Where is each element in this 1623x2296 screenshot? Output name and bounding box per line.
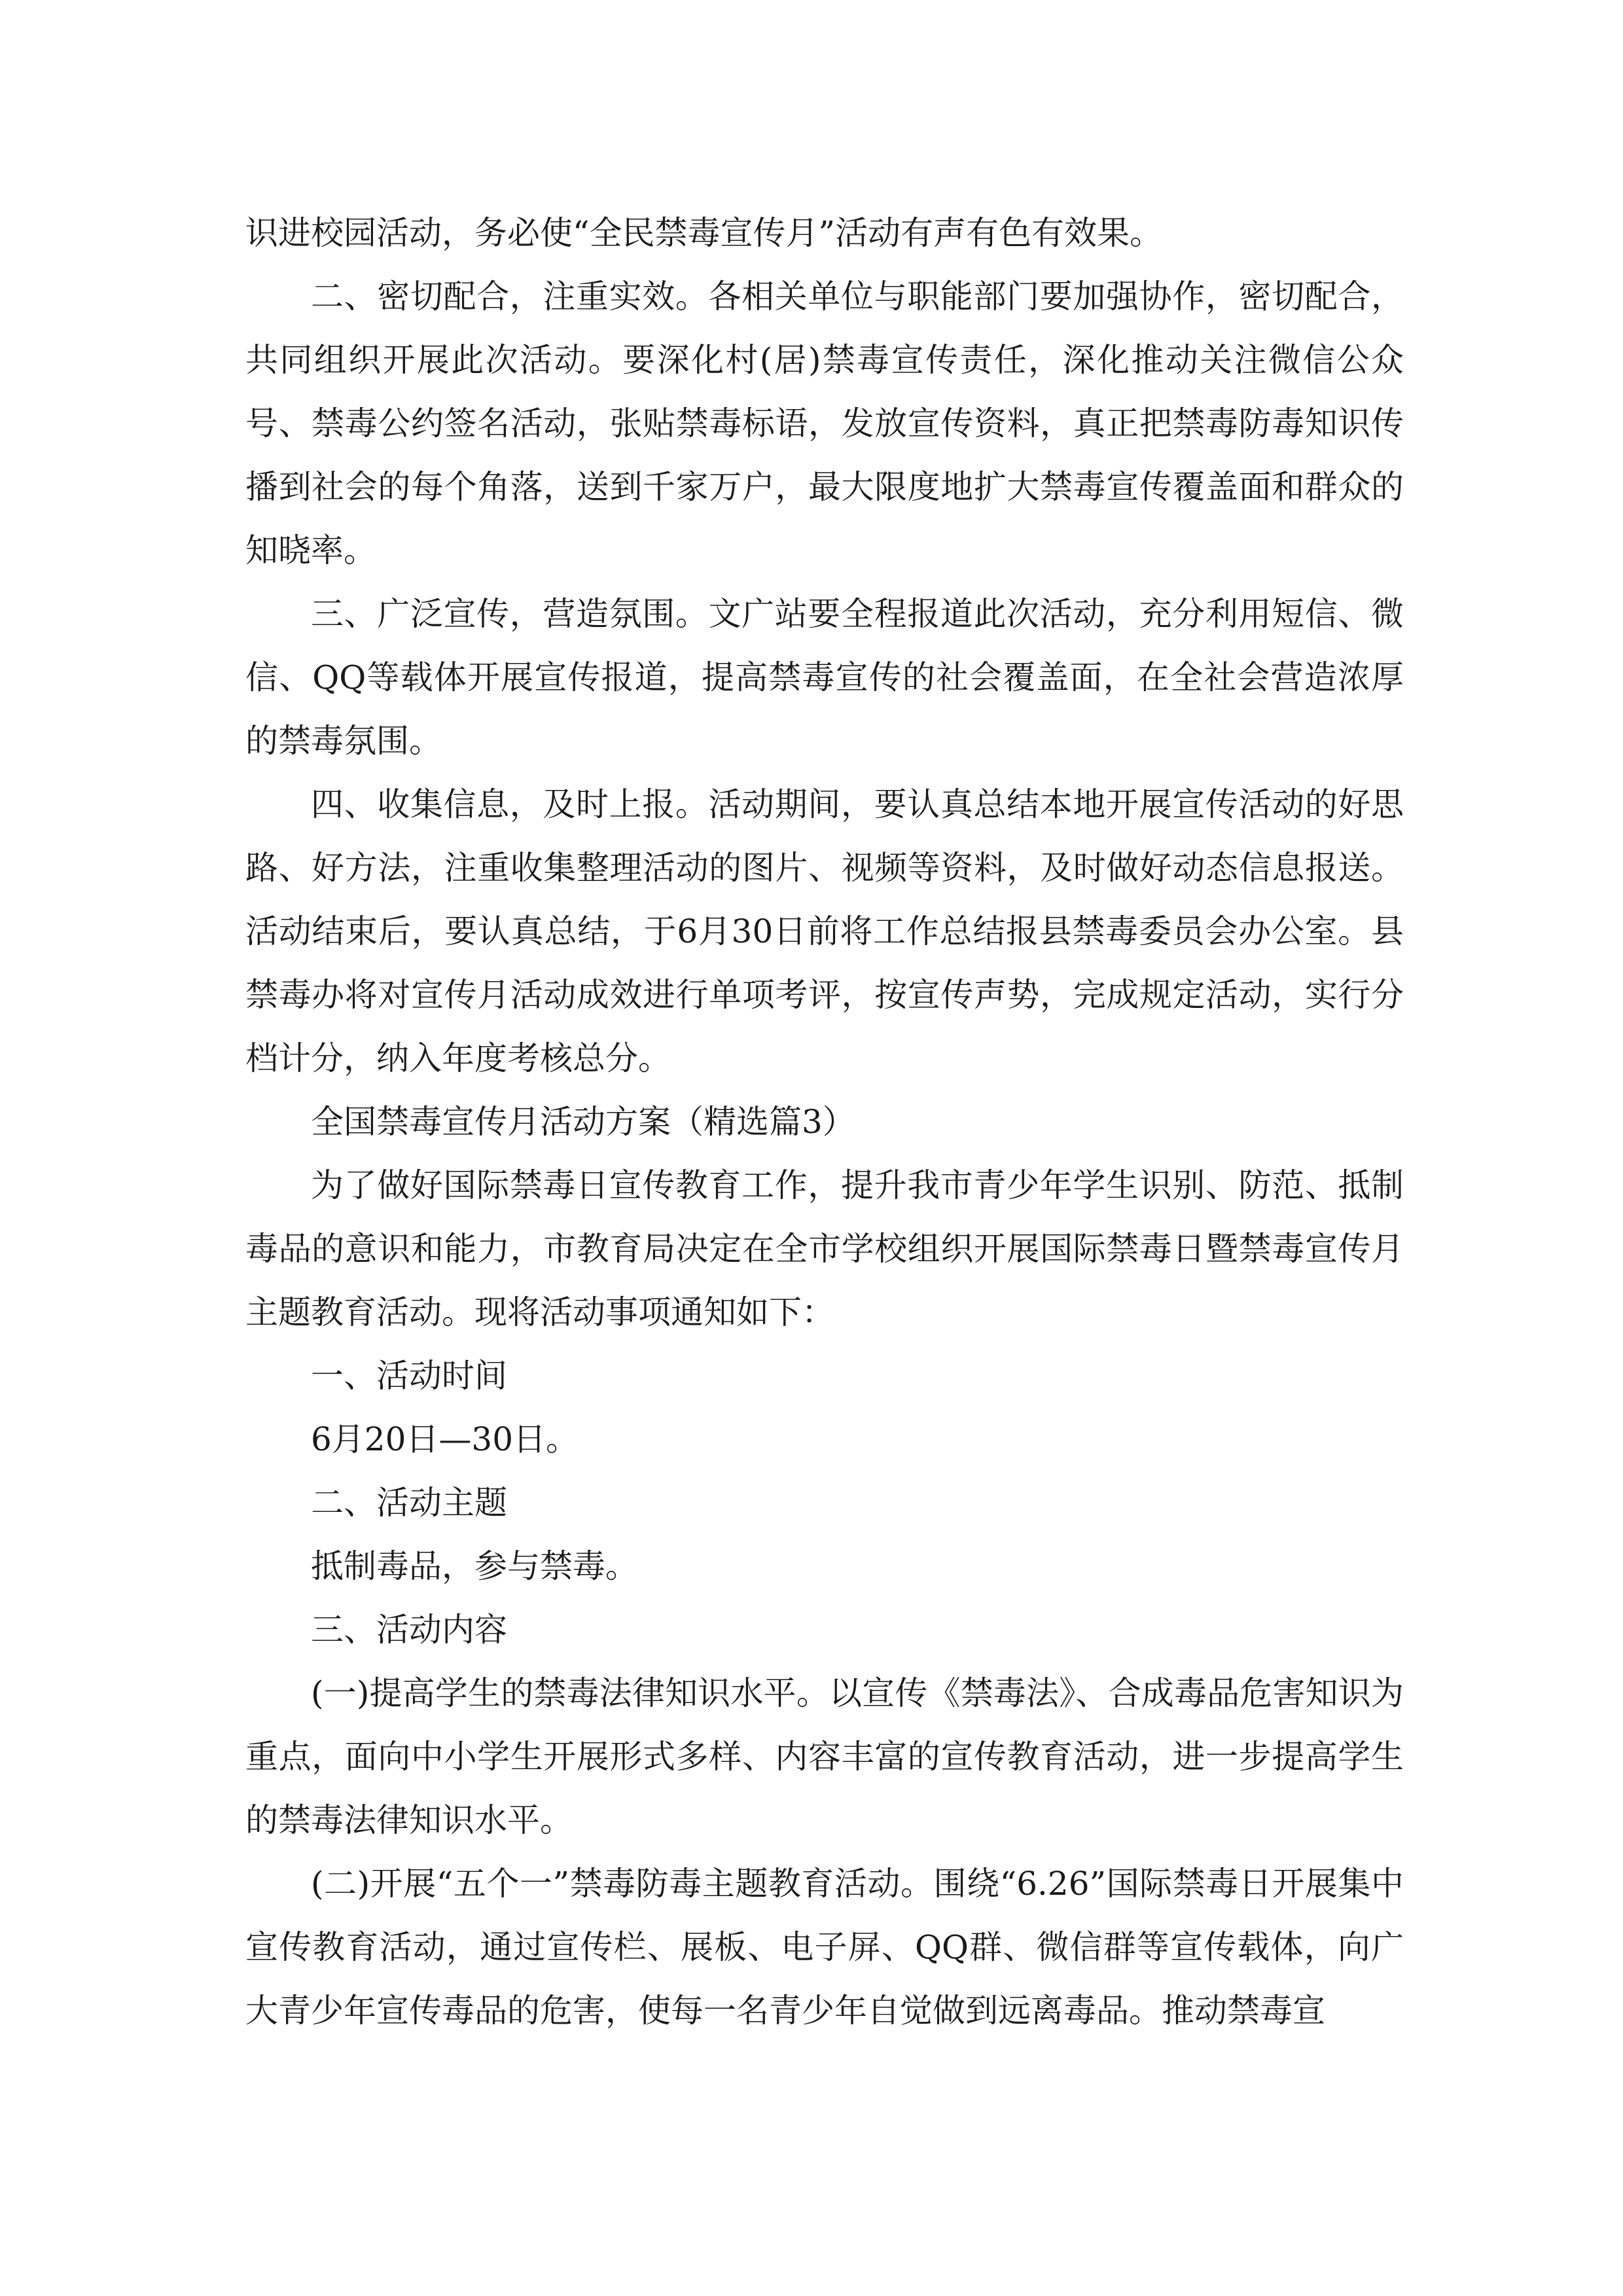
heading-activity-time: 一、活动时间 xyxy=(311,1357,507,1395)
activity-time-value: 6月20日—30日。 xyxy=(311,1420,579,1458)
paragraph-2: 二、密切配合，注重实效。各相关单位与职能部门要加强协作，密切配合，共同组织开展此次活动。要深化村(居)禁毒宣传责任，深化推动关注微信公众号、禁毒公约签名活动，张贴禁毒标语，发放宣传资料，真正把禁毒防毒知识传播到社会的每个角落，送到千家万户，最大限度地扩大禁毒宣传覆盖面和群众的知晓率。 xyxy=(245,278,1404,569)
content-item-2: (二)开展“五个一”禁毒防毒主题教育活动。围绕“6.26”国际禁毒日开展集中宣传教育活动，通过宣传栏、展板、电子屏、QQ群、微信群等宣传载体，向广大青少年宣传毒品的危害，使每一名青少年自觉做到远离毒品。推动禁毒宣 xyxy=(245,1865,1404,2030)
content-item-1: (一)提高学生的禁毒法律知识水平。以宣传《禁毒法》、合成毒品危害知识为重点，面向中小学生开展形式多样、内容丰富的宣传教育活动，进一步提高学生的禁毒法律知识水平。 xyxy=(245,1674,1404,1839)
paragraph-3: 三、广泛宣传，营造氛围。文广站要全程报道此次活动，充分利用短信、微信、QQ等载体开展宣传报道，提高禁毒宣传的社会覆盖面，在全社会营造浓厚的禁毒氛围。 xyxy=(245,595,1404,760)
paragraph-4: 四、收集信息，及时上报。活动期间，要认真总结本地开展宣传活动的好思路、好方法，注重收集整理活动的图片、视频等资料，及时做好动态信息报送。活动结束后，要认真总结，于6月30日前将工作总结报县禁毒委员会办公室。县禁毒办将对宣传月活动成效进行单项考评，按宣传声势，完成规定活动，实行分档计分，纳入年度考核总分。 xyxy=(245,785,1404,1077)
document-body xyxy=(245,202,1404,2043)
intro-paragraph: 为了做好国际禁毒日宣传教育工作，提升我市青少年学生识别、防范、抵制毒品的意识和能力，市教育局决定在全市学校组织开展国际禁毒日暨禁毒宣传月主题教育活动。现将活动事项通知如下： xyxy=(245,1166,1404,1331)
paragraph-1: 识进校园活动，务必使“全民禁毒宣传月”活动有声有色有效果。 xyxy=(245,214,1163,252)
heading-activity-content: 三、活动内容 xyxy=(311,1611,507,1649)
heading-activity-theme: 二、活动主题 xyxy=(311,1484,507,1522)
activity-theme-value: 抵制毒品，参与禁毒。 xyxy=(311,1547,638,1585)
section-title: 全国禁毒宣传月活动方案（精选篇3） xyxy=(311,1103,855,1141)
